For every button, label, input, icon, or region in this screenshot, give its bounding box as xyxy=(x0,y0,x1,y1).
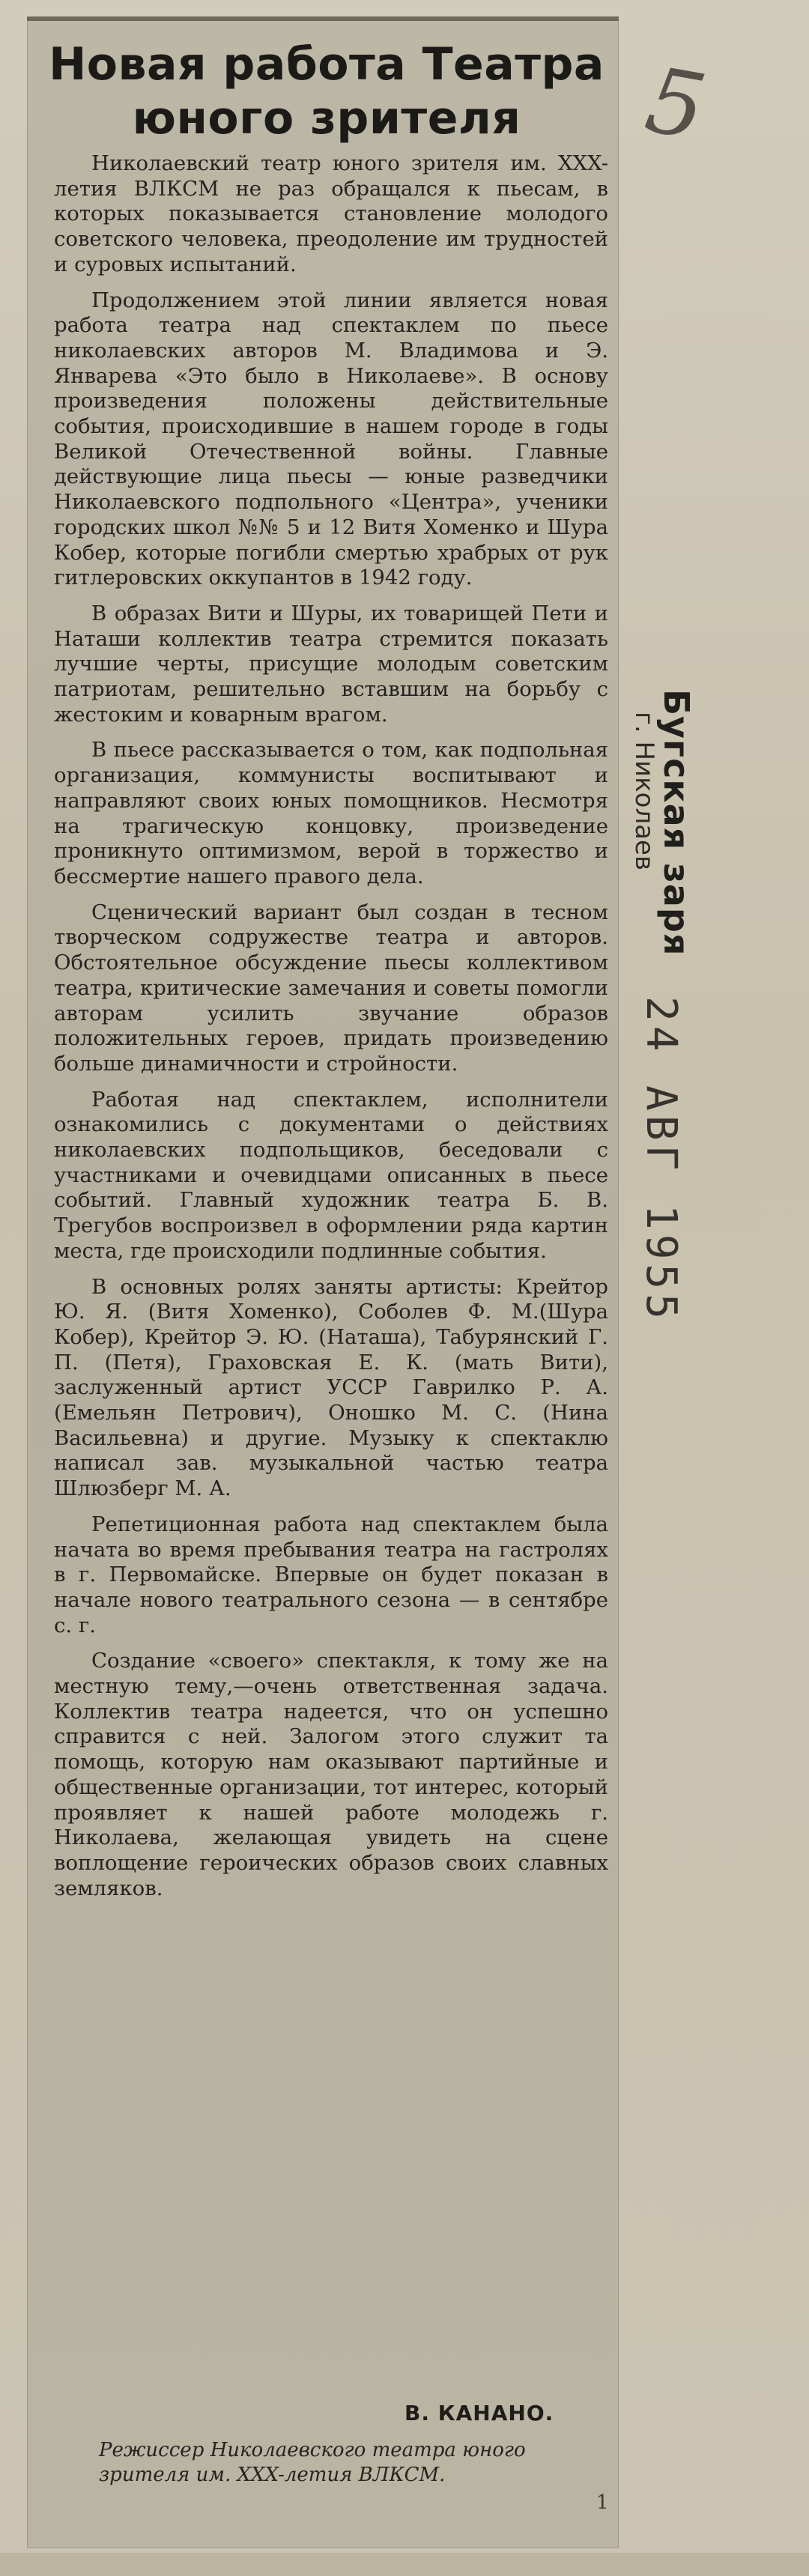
article-paragraph: В основных ролях заняты артисты: Крейтор Ю. Я. (Витя Хоменко), Соболев Ф. М.(Шура Кобер), Крейтор Э. Ю. (Наташа), Табурянский Г. П. (Петя), Граховская Е. К. (мать Вити), заслуженный артист УССР Гаврилко Р. А. (Емельян Петрович), Оношко М. С. (Нина Васильевна) и другие. Музыку к спектаклю написал зав. музыкальной частью театра Шлюзберг М. А. xyxy=(54,1274,608,1501)
article-paragraph: Николаевский театр юного зрителя им. XXX-летия ВЛКСМ не раз обращался к пьесам, в которых показывается становление молодого советского человека, преодоление им трудностей и суровых испытаний. xyxy=(54,151,608,276)
article-headline: Новая работа Театра юного зрителя xyxy=(49,38,605,145)
newspaper-city: г. Николаев xyxy=(629,712,659,871)
newspaper-source-label xyxy=(629,689,697,956)
article-paragraph: В образах Вити и Шуры, их товарищей Пети и Наташи коллектив театра стремится показать лучшие черты, присущие молодым советским патриотам, решительно вставшим на борьбу с жестоким и коварным врагом. xyxy=(54,601,608,727)
date-stamp: 24 АВГ 1955 xyxy=(637,996,685,1324)
clipping-top-rule xyxy=(27,16,619,21)
article-paragraph: Работая над спектаклем, исполнители ознакомились с документами о действиях николаевских подпольщиков, беседовали с участниками и очевидцами описанных в пьесе событий. Главный художник театра Б. В. Трегубов воспроизвел в оформлении ряда картин места, где происходили подлинные события. xyxy=(54,1087,608,1263)
article-paragraph: Репетиционная работа над спектаклем была начата во время пребывания театра на гастролях в г. Первомайске. Впервые он будет показан в начале нового театрального сезона — в сентябре с. г. xyxy=(54,1512,608,1637)
article-body xyxy=(54,151,608,1912)
article-paragraph: В пьесе рассказывается о том, как подпольная организация, коммунисты воспитывают и направляют своих юных помощников. Несмотря на трагическую концовку, произведение проникнуто оптимизмом, верой в торжество и бессмертие нашего правого дела. xyxy=(54,738,608,888)
article-paragraph: Сценический вариант был создан в тесном творческом содружестве театра и авторов. Обстоятельное обсуждение пьесы коллективом театра, критические замечания и советы помогли авторам усилить звучание образов положительных героев, придать произведению больше динамичности и стройности. xyxy=(54,900,608,1076)
page-mark: 1 xyxy=(596,2491,609,2514)
newspaper-name: Бугская заря xyxy=(656,689,697,957)
author-signature: В. КАНАНО. xyxy=(404,2401,554,2425)
handwritten-number: 5 xyxy=(638,48,713,161)
bottom-edge xyxy=(0,2553,809,2576)
author-position-note: Режиссер Николаевского театра юного зрителя им. XXX-летия ВЛКСМ. xyxy=(99,2439,526,2486)
article-paragraph: Продолжением этой линии является новая работа театра над спектаклем по пьесе николаевских авторов М. Владимова и Э. Январева «Это было в Николаеве». В основу произведения положены действительные события, происходившие в нашем городе в годы Великой Отечественной войны. Главные действующие лица пьесы — юные разведчики Николаевского подпольного «Центра», ученики городских школ №№ 5 и 12 Витя Хоменко и Шура Кобер, которые погибли смертью храбрых от рук гитлеровских оккупантов в 1942 году. xyxy=(54,288,608,590)
article-paragraph: Создание «своего» спектакля, к тому же на местную тему,—очень ответственная задача. Коллектив театра надеется, что он успешно справится с ней. Залогом этого служит та помощь, которую нам оказывают партийные и общественные организации, тот интерес, который проявляет к нашей работе молодежь г. Николаева, желающая увидеть на сцене воплощение героических образов своих славных земляков. xyxy=(54,1649,608,1900)
